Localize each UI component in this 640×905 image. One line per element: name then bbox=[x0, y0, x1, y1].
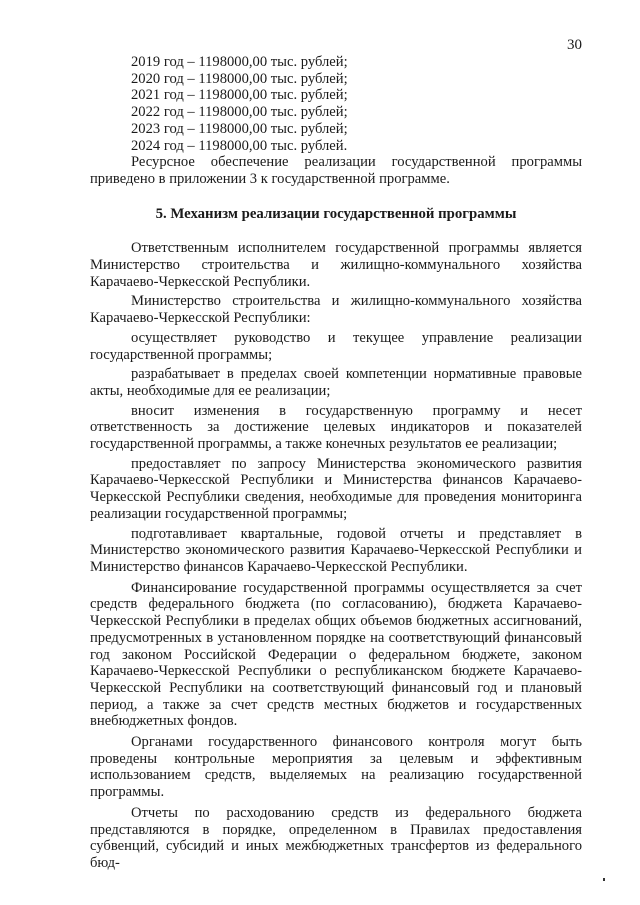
resource-paragraph: Ресурсное обеспечение реализации государственной программы приведено в приложении 3 к государственной программе. bbox=[90, 154, 582, 187]
paragraph: Министерство строительства и жилищно-коммунального хозяйства Карачаево-Черкесской Республики: bbox=[90, 293, 582, 327]
paragraph: осуществляет руководство и текущее управление реализации государственной программы; bbox=[90, 329, 582, 363]
funding-year-line: 2022 год – 1198000,00 тыс. рублей; bbox=[131, 104, 348, 121]
funding-year-line: 2024 год – 1198000,00 тыс. рублей. bbox=[131, 137, 348, 154]
paragraph: Финансирование государственной программы осуществляется за счет средств федерального бюджета (по согласованию), бюджета Карачаево-Черкесской Республики в пределах общих объемов бюджетных ассигнований, предусмотренных в установленном порядке на соответствующий финансовый год законом Российской Федерации о федеральном бюджете, законом Карачаево-Черкесской Республики о республиканском бюджете Карачаево-Черкесской Республики на соответствующий финансовый год и плановый период, а также за счет средств местных бюджетов и государственных внебюджетных фондов. bbox=[90, 579, 582, 730]
paragraph: Органами государственного финансового контроля могут быть проведены контрольные мероприятия за целевым и эффективным использованием средств, выделяемых на реализацию государственной программы. bbox=[90, 734, 582, 801]
paragraph: разрабатывает в пределах своей компетенции нормативные правовые акты, необходимые для ее реализации; bbox=[90, 366, 582, 399]
paragraph: вносит изменения в государственную программу и несет ответственность за достижение целевых индикаторов и показателей государственной программы, а также конечных результатов ее реализации; bbox=[90, 402, 582, 453]
paragraph: подготавливает квартальные, годовой отчеты и представляет в Министерство экономического развития Карачаево-Черкесской Республики и Министерство финансов Карачаево-Черкесской Республики. bbox=[90, 525, 582, 575]
scan-speck bbox=[603, 878, 605, 881]
section-heading: 5. Механизм реализации государственной программы bbox=[155, 205, 517, 222]
paragraph: предоставляет по запросу Министерства экономического развития Карачаево-Черкесской Республики и Министерства финансов Карачаево-Черкесской Республики сведения, необходимые для проведения мониторинга реализации государственной программы; bbox=[90, 455, 582, 522]
document-body bbox=[90, 54, 582, 872]
funding-year-line: 2019 год – 1198000,00 тыс. рублей; bbox=[131, 54, 348, 70]
funding-year-line: 2020 год – 1198000,00 тыс. рублей; bbox=[131, 70, 348, 87]
funding-year-line: 2021 год – 1198000,00 тыс. рублей; bbox=[131, 87, 348, 104]
paragraph: Ответственным исполнителем государственной программы является Министерство строительства и жилищно-коммунального хозяйства Карачаево-Черкесской Республики. bbox=[90, 240, 582, 290]
paragraph: Отчеты по расходованию средств из федерального бюджета представляются в порядке, определенном в Правилах предоставления субвенций, субсидий и иных межбюджетных трансфертов из федерального бюд- bbox=[90, 804, 582, 871]
funding-year-line: 2023 год – 1198000,00 тыс. рублей; bbox=[131, 120, 348, 137]
page-number: 30 bbox=[567, 37, 582, 53]
funding-year-list bbox=[90, 54, 582, 154]
